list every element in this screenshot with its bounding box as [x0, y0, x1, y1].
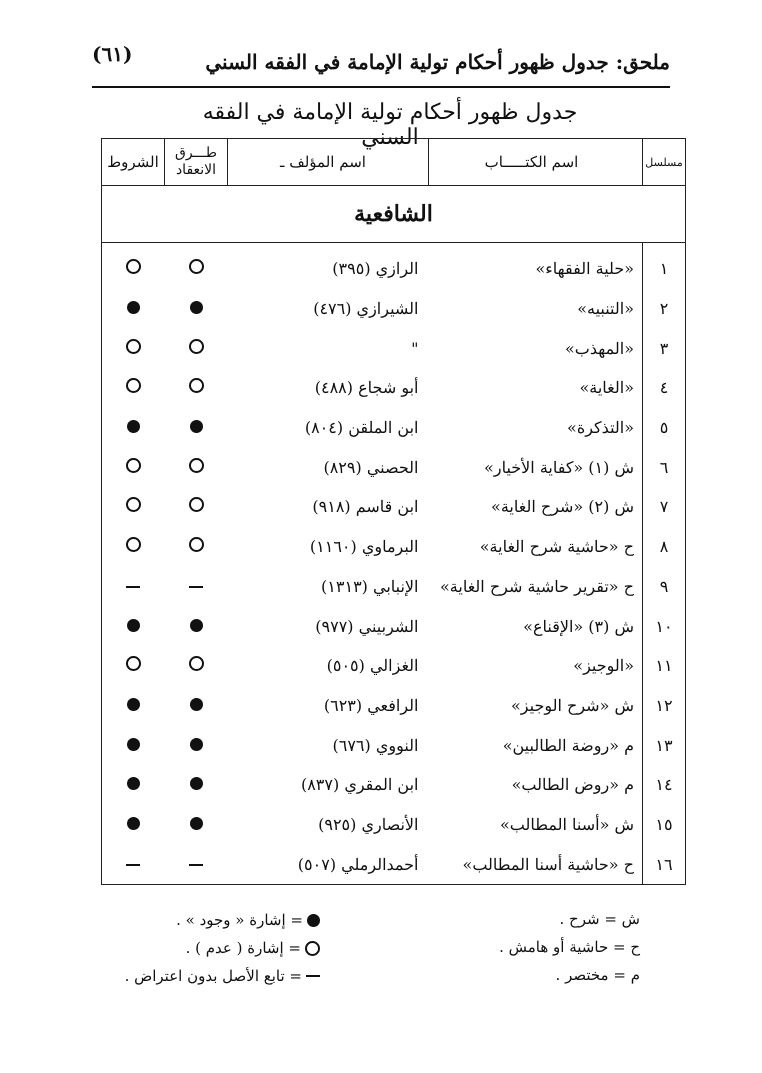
conditions-empty-circle-icon [126, 378, 141, 393]
book-title: م «روض الطالب» [429, 765, 643, 805]
author-name: الغزالي (٥٠٥) [326, 656, 419, 676]
author-name: " [411, 338, 419, 358]
row-number: ٩ [643, 567, 686, 607]
col-header-ways: طـــرق الانعقاد [165, 139, 228, 186]
conditions-indicator [102, 527, 165, 567]
ways-indicator [165, 408, 228, 448]
conditions-indicator [102, 249, 165, 289]
conditions-empty-circle-icon [126, 458, 141, 473]
legend-item [100, 962, 320, 990]
author-name: أحمدالرملي (٥٠٧) [228, 844, 429, 884]
author-name: ابن الملقن (٨٠٤) [304, 418, 419, 438]
ways-indicator [165, 765, 228, 805]
ways-indicator [165, 368, 228, 408]
legend-item [100, 906, 320, 934]
conditions-filled-circle-icon [127, 619, 140, 632]
ways-indicator [165, 487, 228, 527]
legend-empty-circle-icon [305, 941, 320, 956]
abbreviation-legend [480, 910, 640, 994]
conditions-indicator [102, 567, 165, 607]
legend-item [100, 934, 320, 962]
author-name: الرافعي (٦٢٣) [323, 695, 419, 715]
author-name: أبو شجاع (٤٨٨) [314, 378, 419, 398]
table-row [102, 289, 686, 329]
conditions-filled-circle-icon [127, 817, 140, 830]
author-name: الإنبابي (١٣١٣) [321, 576, 419, 596]
table-row [102, 686, 686, 726]
conditions-indicator [102, 368, 165, 408]
author-name: الشربيني (٩٧٧) [315, 616, 419, 636]
ways-indicator [165, 567, 228, 607]
ways-empty-circle-icon [189, 537, 204, 552]
conditions-empty-circle-icon [126, 497, 141, 512]
book-title: ش «أسنا المطالب» [429, 805, 643, 845]
conditions-dash-icon [126, 586, 140, 588]
ways-empty-circle-icon [189, 339, 204, 354]
author-name: الشيرازي (٤٧٦) [313, 299, 419, 319]
table-row [102, 368, 686, 408]
row-number: ١٤ [643, 765, 686, 805]
ways-empty-circle-icon [189, 378, 204, 393]
row-number: ٢ [643, 289, 686, 329]
table-row [102, 725, 686, 765]
author-name: النووي (٦٧٦) [332, 735, 419, 755]
row-number: ١٢ [643, 686, 686, 726]
running-title: ملحق: جدول ظهور أحكام تولية الإمامة في الفقه السني [205, 50, 670, 74]
ways-indicator [165, 328, 228, 368]
author-name: البرماوي (١١٦٠) [309, 537, 419, 557]
page-number: (٦١) [92, 42, 133, 66]
table-header-row [102, 139, 686, 186]
rulings-table [101, 138, 686, 885]
author-name: ابن المقري (٨٣٧) [300, 775, 419, 795]
conditions-indicator [102, 289, 165, 329]
book-title: ش (٢) «شرح الغاية» [429, 487, 643, 527]
table-row [102, 408, 686, 448]
ways-empty-circle-icon [189, 458, 204, 473]
author-name: الحصني (٨٢٩) [323, 457, 419, 477]
row-number: ١ [643, 249, 686, 289]
row-number: ١٥ [643, 805, 686, 845]
ways-indicator [165, 606, 228, 646]
row-number: ٨ [643, 527, 686, 567]
ways-indicator [165, 289, 228, 329]
conditions-empty-circle-icon [126, 259, 141, 274]
row-number: ٣ [643, 328, 686, 368]
row-number: ١٦ [643, 844, 686, 884]
book-title: «حلية الفقهاء» [429, 249, 643, 289]
table-row [102, 567, 686, 607]
ways-filled-circle-icon [190, 777, 203, 790]
ways-filled-circle-icon [190, 301, 203, 314]
table-row [102, 646, 686, 686]
conditions-indicator [102, 447, 165, 487]
table-row [102, 447, 686, 487]
legend-dash-icon [306, 975, 320, 977]
book-title: ح «حاشية شرح الغاية» [429, 527, 643, 567]
table-row [102, 527, 686, 567]
book-title: م «روضة الطالبين» [429, 725, 643, 765]
ways-indicator [165, 725, 228, 765]
conditions-indicator [102, 725, 165, 765]
row-number: ٧ [643, 487, 686, 527]
conditions-empty-circle-icon [126, 339, 141, 354]
col-header-book: اسم الكتـــــاب [429, 139, 643, 186]
table-row [102, 249, 686, 289]
conditions-empty-circle-icon [126, 656, 141, 671]
ways-empty-circle-icon [189, 656, 204, 671]
page-header [92, 40, 670, 88]
ways-empty-circle-icon [189, 259, 204, 274]
book-title: «الغاية» [429, 368, 643, 408]
row-number: ٦ [643, 447, 686, 487]
ways-indicator [165, 844, 228, 884]
ways-indicator [165, 646, 228, 686]
ways-filled-circle-icon [190, 738, 203, 751]
row-number: ٤ [643, 368, 686, 408]
ways-filled-circle-icon [190, 619, 203, 632]
legend-text: = إشارة « وجود » . [176, 911, 303, 929]
conditions-filled-circle-icon [127, 777, 140, 790]
row-number: ٥ [643, 408, 686, 448]
abbreviation-item: ش = شرح . [559, 910, 640, 928]
legend-filled-circle-icon [307, 914, 320, 927]
author-name: الرازي (٣٩٥) [332, 259, 419, 279]
table-caption: جدول ظهور أحكام تولية الإمامة في الفقه السني [202, 100, 578, 150]
conditions-filled-circle-icon [127, 698, 140, 711]
ways-filled-circle-icon [190, 817, 203, 830]
conditions-indicator [102, 328, 165, 368]
col-header-conditions: الشروط [102, 139, 165, 186]
conditions-empty-circle-icon [126, 537, 141, 552]
table-row [102, 328, 686, 368]
ways-indicator [165, 805, 228, 845]
conditions-indicator [102, 606, 165, 646]
book-title: «التنبيه» [429, 289, 643, 329]
ways-indicator [165, 249, 228, 289]
author-name: ابن قاسم (٩١٨) [312, 497, 419, 517]
conditions-filled-circle-icon [127, 738, 140, 751]
author-name: الأنصاري (٩٢٥) [318, 814, 419, 834]
ways-indicator [165, 447, 228, 487]
conditions-dash-icon [126, 864, 140, 866]
ways-indicator [165, 527, 228, 567]
table-row [102, 765, 686, 805]
book-title: «التذكرة» [429, 408, 643, 448]
section-row [102, 186, 686, 243]
ways-filled-circle-icon [190, 698, 203, 711]
conditions-filled-circle-icon [127, 301, 140, 314]
table-row [102, 606, 686, 646]
table-row [102, 844, 686, 884]
conditions-indicator [102, 487, 165, 527]
book-title: ح «تقرير حاشية شرح الغاية» [429, 567, 643, 607]
header-rule [92, 86, 670, 88]
legend-text: = إشارة ( عدم ) . [185, 939, 301, 957]
ways-filled-circle-icon [190, 420, 203, 433]
legend-text: = تابع الأصل بدون اعتراض . [124, 967, 302, 985]
conditions-indicator [102, 686, 165, 726]
conditions-filled-circle-icon [127, 420, 140, 433]
conditions-indicator [102, 646, 165, 686]
book-title: ش (١) «كفاية الأخيار» [429, 447, 643, 487]
section-title: الشافعية [102, 186, 686, 243]
row-number: ١١ [643, 646, 686, 686]
conditions-indicator [102, 765, 165, 805]
ways-dash-icon [189, 586, 203, 588]
book-title: ح «حاشية أسنا المطالب» [429, 844, 643, 884]
symbol-legend [100, 906, 320, 990]
row-number: ١٠ [643, 606, 686, 646]
ways-dash-icon [189, 864, 203, 866]
book-title: ش (٣) «الإقناع» [429, 606, 643, 646]
table-row [102, 487, 686, 527]
col-header-author: اسم المؤلف ـ [228, 139, 429, 186]
row-number: ١٣ [643, 725, 686, 765]
book-title: ش «شرح الوجيز» [429, 686, 643, 726]
abbreviation-item: م = مختصر . [555, 966, 640, 984]
conditions-indicator [102, 408, 165, 448]
book-title: «الوجيز» [429, 646, 643, 686]
table-row [102, 805, 686, 845]
abbreviation-item: ح = حاشية أو هامش . [499, 938, 640, 956]
col-header-no: مسلسل [643, 139, 686, 186]
book-title: «المهذب» [429, 328, 643, 368]
conditions-indicator [102, 844, 165, 884]
ways-indicator [165, 686, 228, 726]
ways-empty-circle-icon [189, 497, 204, 512]
conditions-indicator [102, 805, 165, 845]
